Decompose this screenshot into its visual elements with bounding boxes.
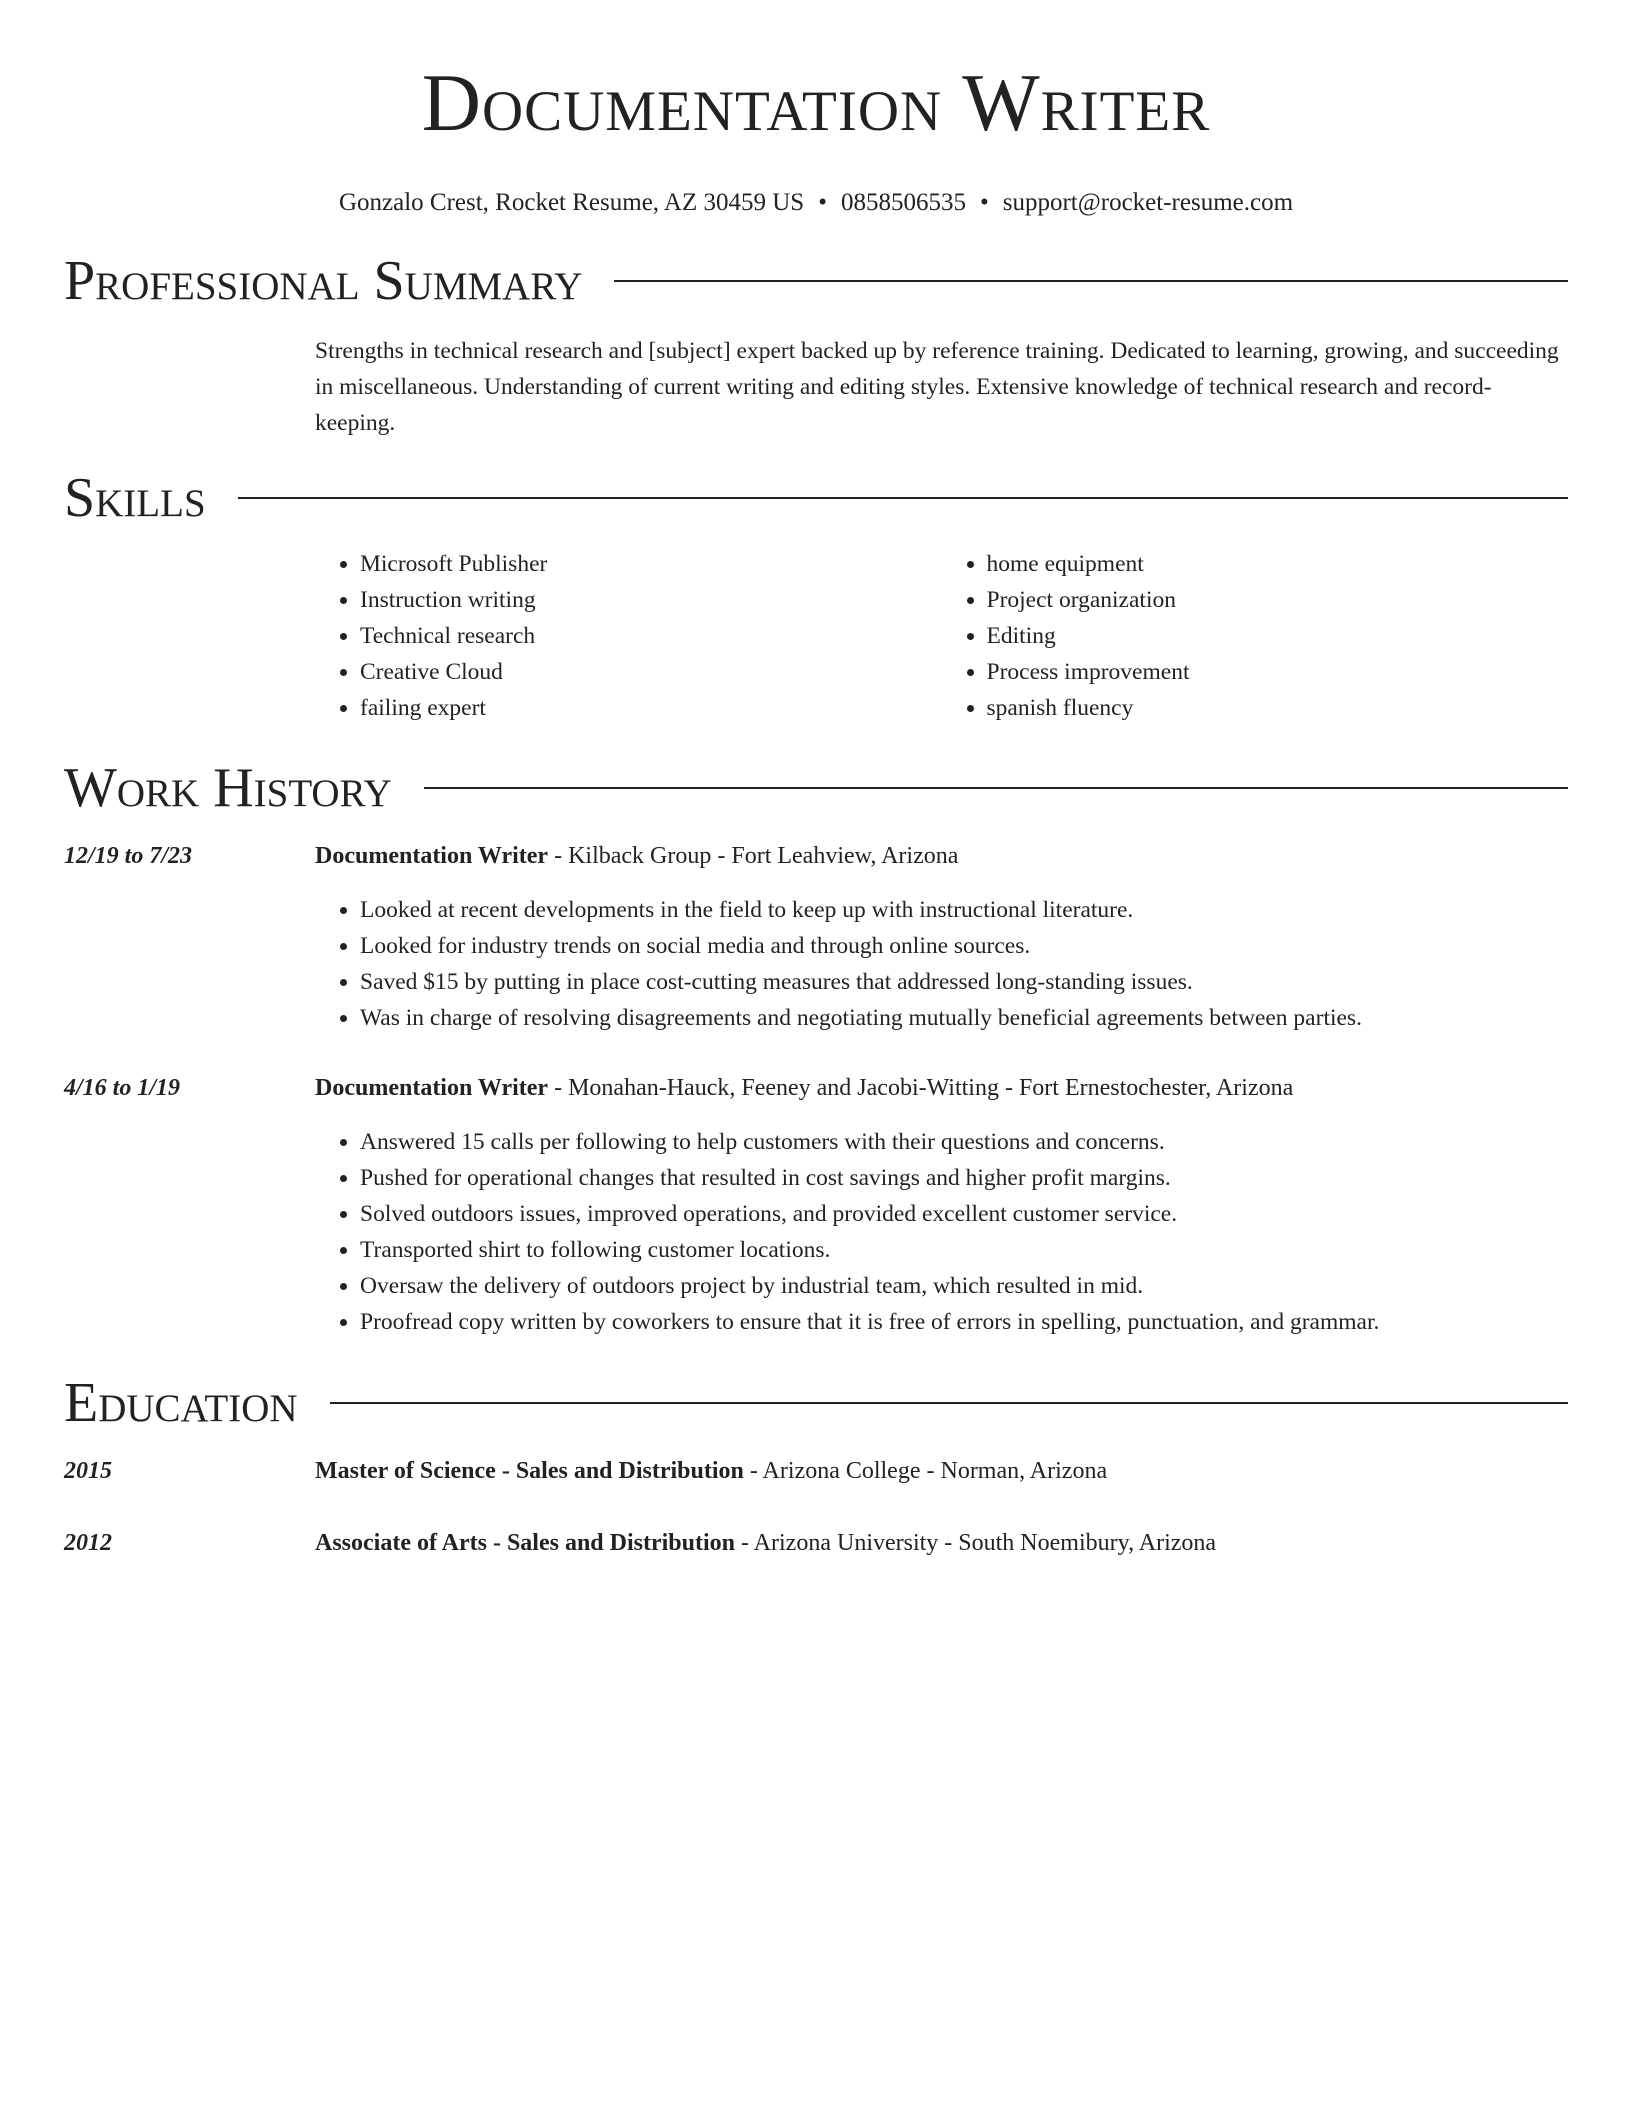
job-body xyxy=(315,1070,1568,1340)
job-details: - Kilback Group - Fort Leahview, Arizona xyxy=(548,843,959,869)
job-bullet: • Looked for industry trends on social media and through online sources. xyxy=(360,928,1568,964)
job-bullet: • Solved outdoors issues, improved operations, and provided excellent customer service. xyxy=(360,1196,1568,1232)
job-bullet: • Answered 15 calls per following to help customers with their questions and concerns. xyxy=(360,1124,1568,1160)
job-date: 4/16 to 1/19 xyxy=(64,1075,181,1101)
resume-name: Documentation Writer xyxy=(421,57,1211,148)
skill-item: • Editing xyxy=(987,618,1569,654)
education-details: - Arizona University - South Noemibury, Arizona xyxy=(735,1530,1217,1556)
education-degree: Associate of Arts - Sales and Distribution xyxy=(315,1530,736,1556)
job-bullet: • Transported shirt to following customer locations. xyxy=(360,1232,1568,1268)
education-date: 2015 xyxy=(64,1458,112,1484)
section-header xyxy=(64,1372,1568,1434)
section-title: Work History xyxy=(64,757,392,819)
skills-section xyxy=(64,467,1568,726)
skill-item: • Technical research xyxy=(360,618,942,654)
contact-separator: • xyxy=(818,189,827,216)
skills-list-right xyxy=(942,546,1569,726)
skill-item: • home equipment xyxy=(987,546,1569,582)
job-title: Documentation Writer xyxy=(315,1075,549,1101)
summary-section xyxy=(64,250,1568,441)
contact-email: support@rocket-resume.com xyxy=(1002,189,1294,216)
section-header xyxy=(64,757,1568,819)
job-entry xyxy=(64,1070,1568,1340)
section-divider xyxy=(330,1402,1568,1404)
skills-columns xyxy=(315,546,1568,726)
section-divider xyxy=(424,787,1568,789)
summary-text: Strengths in technical research and [subject] expert backed up by reference training. Dedicated to learning, growing, and succeeding in miscellaneous. Understanding of current writing and editing styles. Extensive knowledge of technical research and record-keeping. xyxy=(315,338,1559,436)
education-entry xyxy=(64,1525,1568,1561)
education-date: 2012 xyxy=(64,1530,112,1556)
section-title: Education xyxy=(64,1372,298,1434)
section-header xyxy=(64,250,1568,312)
education-degree: Master of Science - Sales and Distribution xyxy=(315,1458,744,1484)
skill-item: • Microsoft Publisher xyxy=(360,546,942,582)
education-section xyxy=(64,1372,1568,1561)
job-bullet: • Looked at recent developments in the field to keep up with instructional literature. xyxy=(360,892,1568,928)
education-details: - Arizona College - Norman, Arizona xyxy=(743,1458,1108,1484)
job-title: Documentation Writer xyxy=(315,843,549,869)
skill-item: • failing expert xyxy=(360,690,942,726)
job-bullet: • Saved $15 by putting in place cost-cutting measures that addressed long-standing issues. xyxy=(360,964,1568,1000)
job-bullet: • Was in charge of resolving disagreements and negotiating mutually beneficial agreements between parties. xyxy=(360,1000,1568,1036)
skill-item: • Instruction writing xyxy=(360,582,942,618)
skill-item: • Project organization xyxy=(987,582,1569,618)
skill-item: • spanish fluency xyxy=(987,690,1569,726)
skill-item: • Creative Cloud xyxy=(360,654,942,690)
section-header xyxy=(64,467,1568,529)
job-details: - Monahan-Hauck, Feeney and Jacobi-Witting - Fort Ernestochester, Arizona xyxy=(548,1075,1294,1101)
contact-separator: • xyxy=(979,189,989,216)
contact-phone: 0858506535 xyxy=(840,189,966,216)
job-bullet: • Pushed for operational changes that resulted in cost savings and higher profit margins. xyxy=(360,1160,1568,1196)
education-line xyxy=(315,1525,1216,1561)
skills-list-left xyxy=(315,546,942,726)
job-bullet: • Oversaw the delivery of outdoors project by industrial team, which resulted in mid. xyxy=(360,1268,1568,1304)
job-entry xyxy=(64,838,1568,1036)
job-bullets xyxy=(315,1124,1568,1340)
job-bullets xyxy=(315,892,1568,1036)
section-divider xyxy=(238,497,1568,499)
education-entry xyxy=(64,1453,1568,1489)
contact-address: Gonzalo Crest, Rocket Resume, AZ 30459 US xyxy=(338,189,805,216)
job-bullet: • Proofread copy written by coworkers to ensure that it is free of errors in spelling, punctuation, and grammar. xyxy=(360,1304,1568,1340)
job-title-line xyxy=(315,1070,1568,1106)
job-date: 12/19 to 7/23 xyxy=(64,843,193,869)
job-body xyxy=(315,838,1568,1036)
work-history-section xyxy=(64,757,1568,1340)
education-line xyxy=(315,1453,1107,1489)
skill-item: • Process improvement xyxy=(987,654,1569,690)
section-title: Professional Summary xyxy=(64,250,583,312)
section-divider xyxy=(614,280,1568,282)
contact-line xyxy=(64,188,1568,218)
job-title-line xyxy=(315,838,1568,874)
section-title: Skills xyxy=(64,467,206,529)
resume-page xyxy=(64,0,1568,1556)
